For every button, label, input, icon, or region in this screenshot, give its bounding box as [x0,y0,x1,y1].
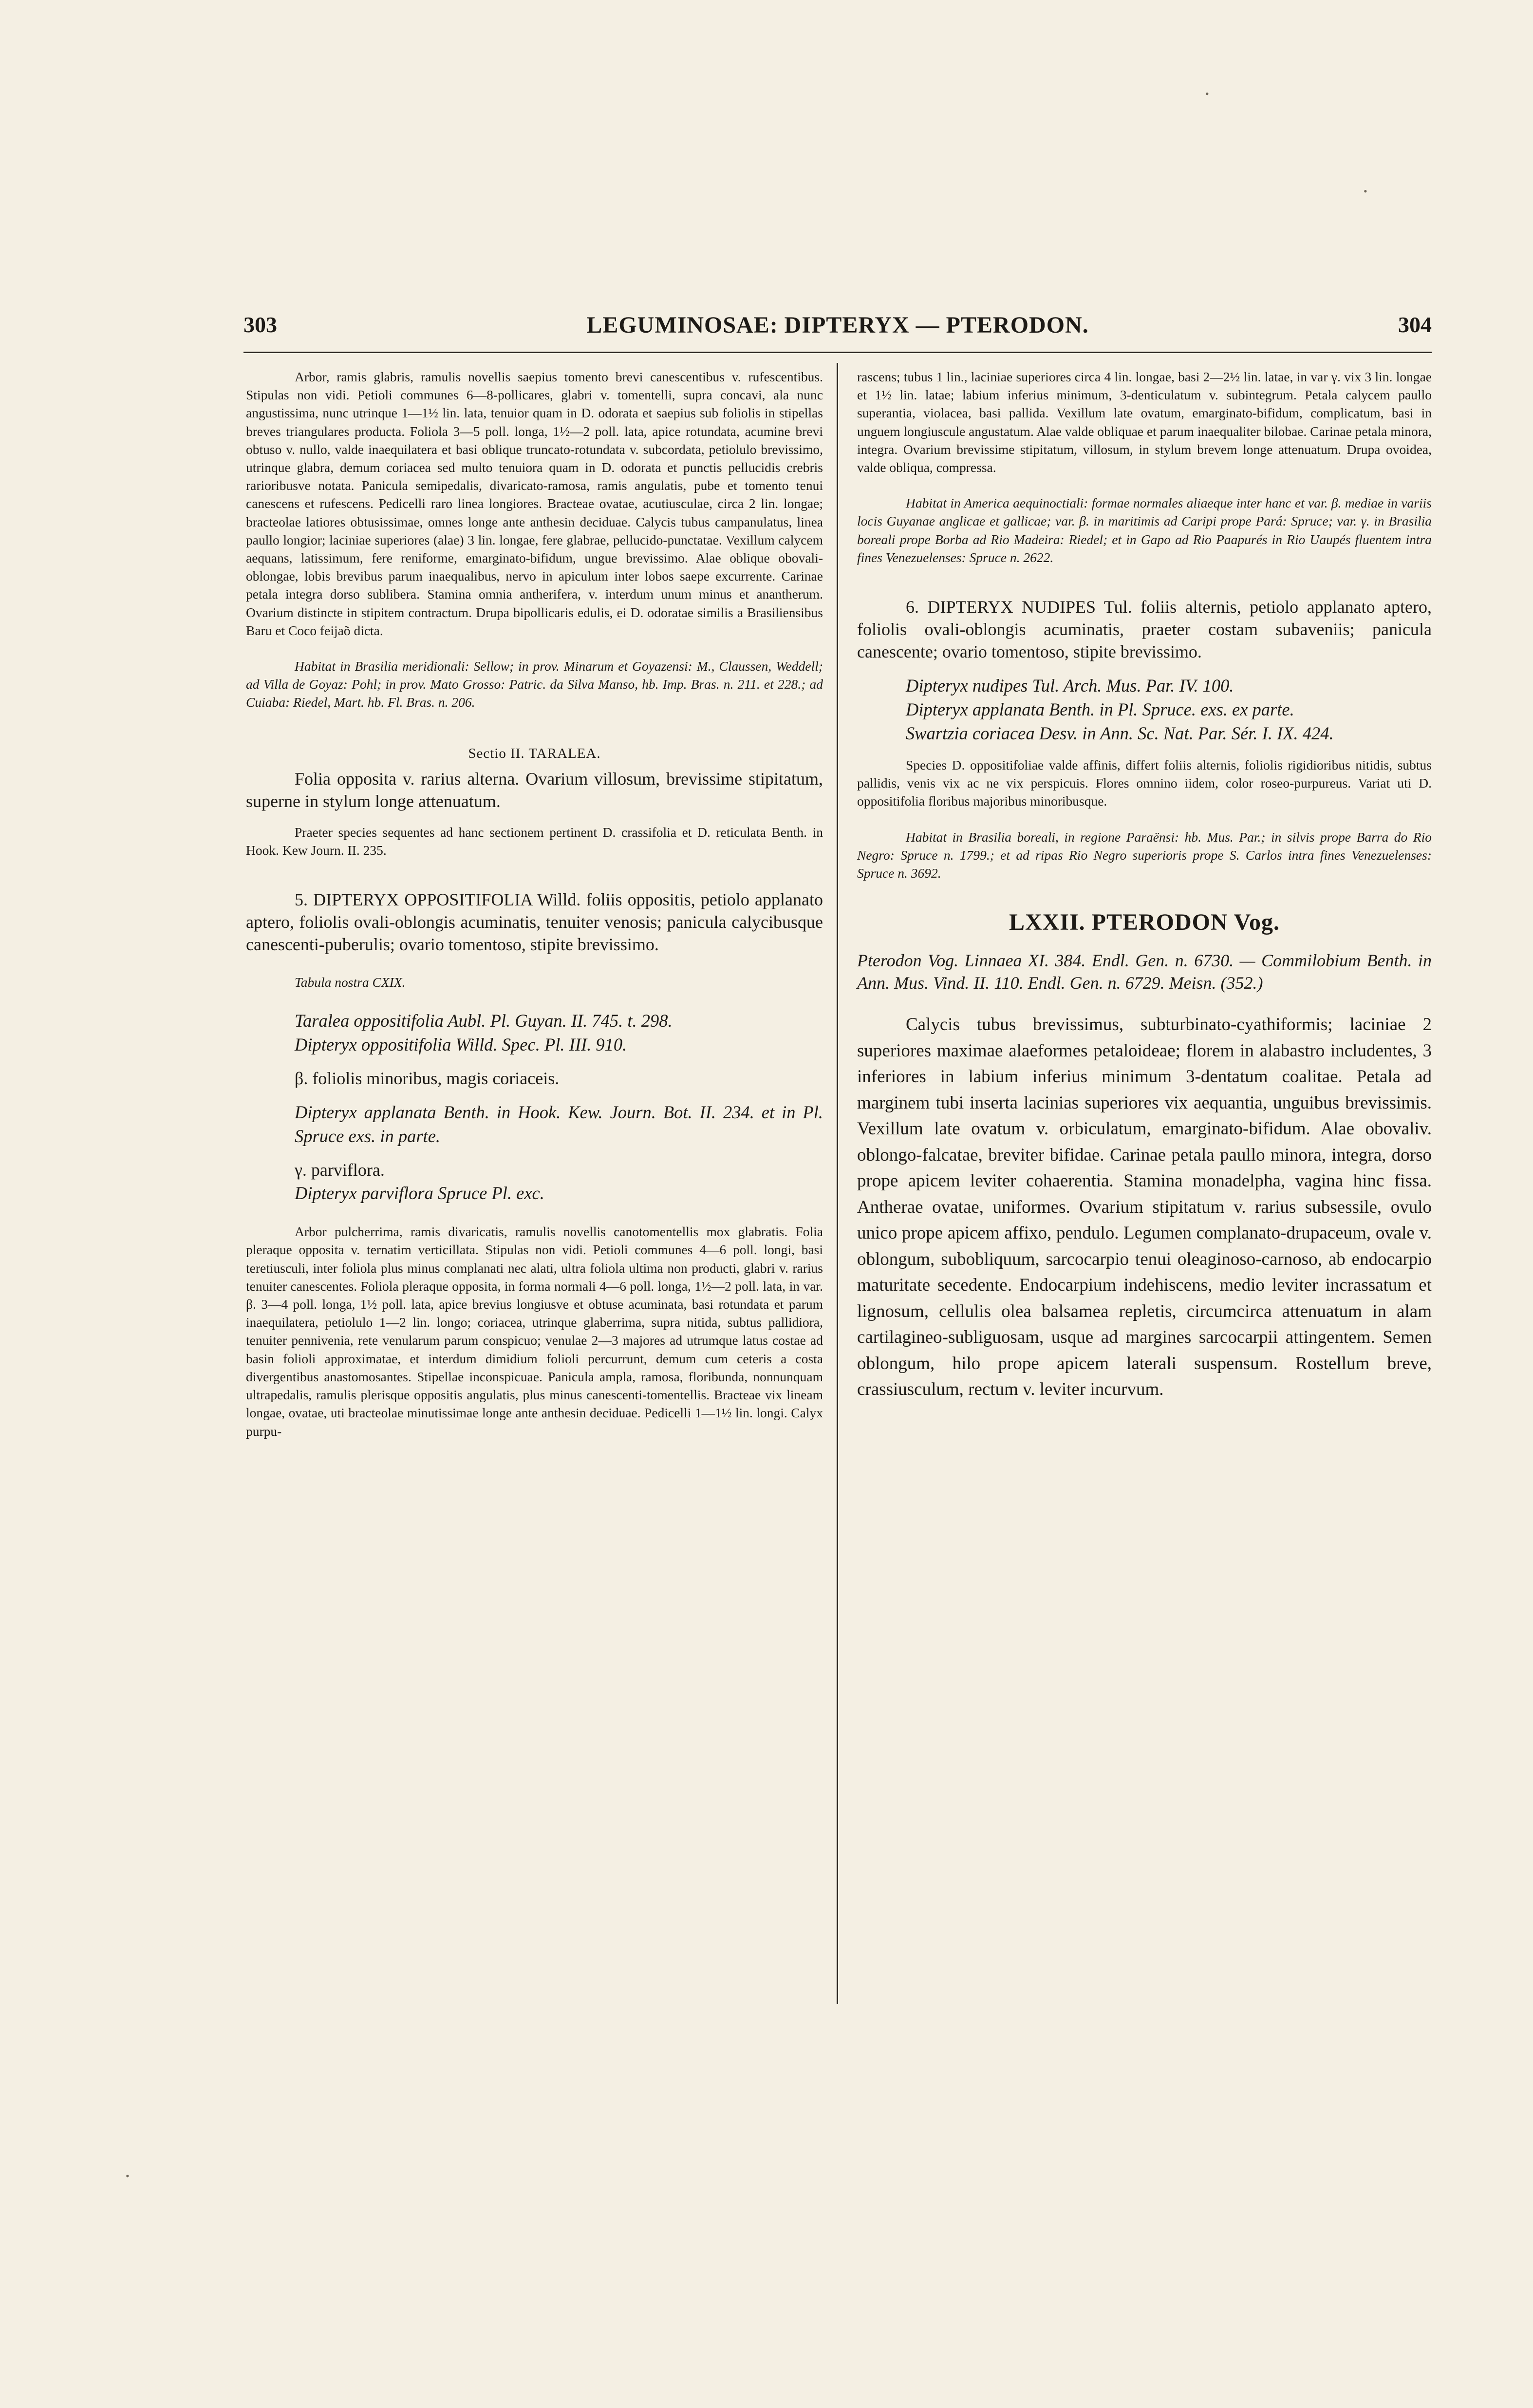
synonym: Dipteryx nudipes Tul. Arch. Mus. Par. IV. 100. [906,676,1234,696]
description-continuation: rascens; tubus 1 lin., laciniae superiores circa 4 lin. longae, basi 2—2½ lin. latae, in var γ. vix 3 lin. longae et 1½ lin. latae; labium inferius minimum, 3-denticulatum v. subintegrum. Petala calycem paullo superantia, violacea, basi pallida. Vexillum late ovatum, emarginato-bifidum, complicatum, basi in unguem longiuscule angustatum. Alae valde obliquae et parum inaequaliter bilobae. Carinae petala minora, integra. Ovarium brevissime stipitatum, villosum, in stylum brevem longe attenuatum. Drupa ovoidea, valde obliqua, compressa. [857,369,1432,475]
species-heading: 5. DIPTERYX OPPOSITIFOLIA Willd. foliis oppositis, petiolo applanato aptero, foliolis ovali-oblongis acuminatis, tenuiter venosis; panicula calycibusque canescenti-puberulis; ovario tomentoso, stipite brevissimo. [246,890,823,955]
genus-description: Calycis tubus brevissimus, subturbinato-cyathiformis; laciniae 2 superiores maximae alaeformes petaloideae; florem in alabastro includentes, 3 inferiores in labium inferius minimum 3-dentatum coalitae. Petala ad marginem tubi inserta lacinias superiores vix aequantia, unguibus brevissimis. Vexillum late ovatum v. orbiculatum, emarginato-bifidum. Alae obovaliv. oblongo-falcatae, breviter bifidae. Carinae petala paullo minora, integra, dorso prope apicem leviter cohaerentia. Stamina monadelpha, vagina hinc fissa. Antherae ovatae, uniformes. Ovarium stipitatum v. rarius subsessile, ovulo unico prope apicem affixo, pendulo. Legumen complanato-drupaceum, ovale v. oblongum, subobliquum, sarcocarpio tenui oleaginoso-carnoso, ab endocarpio maturitate secedente. Endocarpium indehiscens, medio leviter incrassatum et lignosum, cellulis olea balsamea repletis, circumcirca attenuatum in alam cartilagineo-subliguosam, usque ad margines sarcocarpii attingentem. Semen oblongum, hilo prope apicem laterali suspensum. Rostellum breve, crassiusculum, rectum v. leviter incurvum. [857,1015,1432,1400]
synonym: Dipteryx oppositifolia Willd. Spec. Pl. III. 910. [295,1035,627,1055]
genus-title: LXXII. PTERODON Vog. [1009,909,1280,936]
synonym: Dipteryx applanata Benth. in Pl. Spruce. exs. ex parte. [906,699,1294,720]
running-title: LEGUMINOSAE: DIPTERYX — PTERODON. [586,312,1089,338]
right-page-number: 304 [1398,312,1432,337]
variety-beta: β. foliolis minoribus, magis coriaceis. [295,1069,560,1089]
synonym: Dipteryx applanata Benth. in Hook. Kew. Journ. Bot. II. 234. et in Pl. Spruce exs. in parte. [295,1102,823,1147]
comparison-note: Species D. oppositifoliae valde affinis, differt foliis alternis, foliolis rigidioribus nitidis, subtus pallidis, venis vix ac ne vix perspicuis. Flores omnino iidem, color roseo-purpureus. Variat uti D. oppositifolia floribus majoribus minoribusque. [857,757,1432,809]
column-divider [837,363,838,2004]
description-paragraph: Arbor pulcherrima, ramis divaricatis, ramulis novellis canotomentellis mox glabratis. Folia pleraque opposita v. ternatim verticillata. Stipulas non vidi. Petioli communes 4—6 poll. longi, basi teretiusculi, inter foliola plus minus complanati nec alati, ultra foliola ultima non producti, glabri v. rarius tenuiter canescentes. Foliola pleraque opposita, in forma normali 4—6 poll. longa, 1½—2 poll. lata, in var. β. 3—4 poll. longa, 1½ poll. lata, apice brevius longiusve et obtuse acuminata, basi rotundata et parum inaequilatera, petiolulo 1—2 lin. longo; coriacea, utrinque glaberrima, supra nitida, subtus pallidiora, tenuiter pennivenia, rete venularum parum conspicuo; venulae 2—3 majores ad utrumque latus costae ad basin folioli approximatae, et interdum dimidium folioli percurrunt, demum cum ceteris a costa divergentibus anastomosantes. Stipellae inconspicuae. Panicula ampla, ramosa, floribunda, nonnunquam ultrapedalis, ramulis plerisque oppositis angulatis, plus minus canescenti-tomentellis. Bracteae vix lineam longae, ovatae, uti bracteolae minutissimae longe ante anthesin deciduae. Pedicelli 1—1½ lin. longi. Calyx purpu- [246,1224,823,1439]
page-header [243,312,1432,346]
section-note: Praeter species sequentes ad hanc sectionem pertinent D. crassifolia et D. reticulata Benth. in Hook. Kew Journ. II. 235. [246,824,823,858]
print-mark: • [1205,88,1209,100]
synonym: Swartzia coriacea Desv. in Ann. Sc. Nat. Par. Sér. I. IX. 424. [906,723,1334,744]
left-column [246,368,823,1440]
synonym: Taralea oppositifolia Aubl. Pl. Guyan. II. 745. t. 298. [295,1011,673,1031]
section-heading: Sectio II. TARALEA. [468,745,601,761]
print-mark: • [1364,185,1367,197]
genus-references: Pterodon Vog. Linnaea XI. 384. Endl. Gen. n. 6730. — Commilobium Benth. in Ann. Mus. Vind. II. 110. Endl. Gen. n. 6729. Meisn. (352.) [857,951,1432,993]
habitat-paragraph: Habitat in Brasilia meridionali: Sellow; in prov. Minarum et Goyazensi: M., Claussen, Weddell; ad Villa de Goyaz: Pohl; in prov. Mato Grosso: Patric. da Silva Manso, hb. Imp. Bras. n. 211. et 228.; ad Cuiaba: Riedel, Mart. hb. Fl. Bras. n. 206. [246,658,823,710]
habitat-paragraph: Habitat in America aequinoctiali: formae normales aliaeque inter hanc et var. β. mediae in variis locis Guyanae anglicae et gallicae; var. β. in maritimis ad Caripi prope Pará: Spruce; var. γ. in Brasilia boreali prope Borba ad Rio Madeira: Riedel; et in Gapo ad Rio Paapurés in Rio Uaupés fluentem intra fines Venezuelenses: Spruce n. 2622. [857,495,1432,565]
synonym: Dipteryx parviflora Spruce Pl. exc. [295,1183,544,1204]
right-column [857,368,1432,1403]
left-page-number: 303 [243,312,277,337]
variety-gamma: γ. parviflora. [295,1160,385,1180]
header-rule [243,352,1432,353]
habitat-paragraph: Habitat in Brasilia boreali, in regione Paraënsi: hb. Mus. Par.; in silvis prope Barra do Rio Negro: Spruce n. 1799.; et ad ripas Rio Negro superioris prope S. Carlos intra fines Venezuelenses: Spruce n. 3692. [857,829,1432,881]
plate-reference: Tabula nostra CXIX. [295,975,406,990]
section-description: Folia opposita v. rarius alterna. Ovarium villosum, brevissime stipitatum, superne in stylum longe attenuatum. [246,769,823,811]
print-mark: • [126,2170,130,2182]
description-paragraph: Arbor, ramis glabris, ramulis novellis saepius tomento brevi canescentibus v. rufescentibus. Stipulas non vidi. Petioli communes 6—8-pollicares, glabri v. tomentelli, supra concavi, ala nunc angustissima, nunc utrinque 1—1½ lin. lata, tenuior quam in D. odorata et saepius sub foliolis in stipellas breves triangulares producta. Foliola 3—5 poll. longa, 1½—2 poll. lata, apice rotundata, acumine brevi obtuso v. nullo, valde inaequilatera et basi oblique truncato-rotundata v. subcordata, petiolulo brevissimo, utrinque glabra, demum coriacea sed multo tenuiora quam in D. odorata et punctis pellucidis crebris rarioribusve notata. Panicula semipedalis, divaricato-ramosa, ramis angulatis, pube et tomento tenui canescens et rufescens. Pedicelli raro linea longiores. Bracteae ovatae, acutiusculae, circa 2 lin. longae; bracteolae latiores obtusissimae, omnes longe ante anthesin deciduae. Calycis tubus campanulatus, linea paullo longior; laciniae superiores (alae) 3 lin. longae, fere glabrae, pellucido-punctatae. Vexillum calycem aequans, latissimum, fere reniforme, emarginato-bifidum, ungue brevissimo. Alae oblique obovali-oblongae, lobis brevibus parum inaequalibus, nervo in apiculum inter lobos saepe excurrente. Carinae petala integra dorso sublibera. Stamina omnia antherifera, v. interdum unum minus et anantherum. Ovarium distincte in stipitem contractum. Drupa bipollicaris edulis, ei D. odoratae similis a Brasiliensibus Baru et Coco feijaõ dicta. [246,369,823,638]
species-heading: 6. DIPTERYX NUDIPES Tul. foliis alternis, petiolo applanato aptero, foliolis ovali-oblongis acuminatis, praeter costam subaveniis; panicula canescente; ovario tomentoso, stipite brevissimo. [857,597,1432,662]
